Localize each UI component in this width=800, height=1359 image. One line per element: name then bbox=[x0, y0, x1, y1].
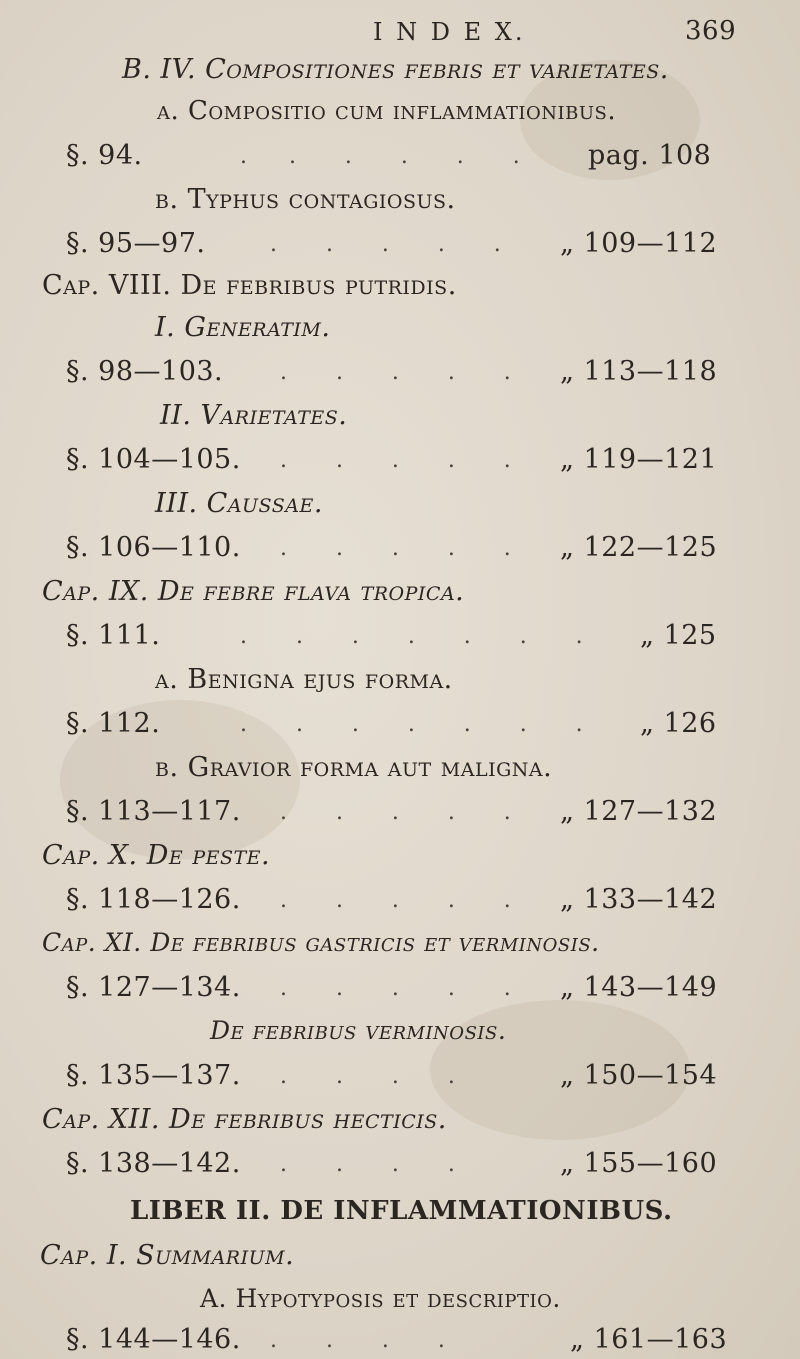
chapter-heading: Cap. IX. De febre flava tropica. bbox=[42, 576, 465, 607]
subheading-benigna: a. Benigna ejus forma. bbox=[155, 664, 453, 695]
entry-section: §. 98—103. bbox=[66, 356, 224, 387]
running-head: I N D E X. bbox=[373, 18, 526, 46]
entry-page-ref: „ 127—132 bbox=[560, 796, 718, 827]
subheading-hypotyposis: A. Hypotyposis et descriptio. bbox=[200, 1284, 561, 1313]
subheading-verminosis: De febribus verminosis. bbox=[210, 1016, 507, 1045]
subheading-varietates: II. Varietates. bbox=[160, 400, 348, 431]
subheading-gravior: b. Gravior forma aut maligna. bbox=[155, 752, 553, 783]
subheading-compositio: a. Compositio cum inflammationibus. bbox=[157, 96, 617, 126]
entry-section: §. 135—137. bbox=[66, 1060, 241, 1091]
entry-section: §. 113—117. bbox=[66, 796, 241, 827]
entry-page-ref: „ 122—125 bbox=[560, 532, 718, 563]
subheading-generatim: I. Generatim. bbox=[155, 312, 331, 343]
entry-section: §. 104—105. bbox=[66, 444, 241, 475]
chapter-heading: Cap. VIII. De febribus putridis. bbox=[42, 270, 457, 301]
heading-compositiones: B. IV. Compositiones febris et varietates. bbox=[122, 54, 669, 85]
entry-page-ref: pag. 108 bbox=[588, 140, 712, 171]
entry-page-ref: „ 155—160 bbox=[560, 1148, 718, 1179]
page-number: 369 bbox=[685, 16, 737, 46]
chapter-heading: Cap. I. Summarium. bbox=[40, 1240, 295, 1271]
entry-section: §. 111. bbox=[66, 620, 161, 651]
chapter-heading: Cap. X. De peste. bbox=[42, 840, 271, 871]
entry-page-ref: „ 161—163 bbox=[570, 1324, 728, 1355]
entry-section: §. 118—126. bbox=[66, 884, 241, 915]
entry-section: §. 127—134. bbox=[66, 972, 241, 1003]
entry-section: §. 95—97. bbox=[66, 228, 206, 259]
entry-page-ref: „ 125 bbox=[640, 620, 717, 651]
entry-page-ref: „ 113—118 bbox=[560, 356, 718, 387]
subheading-caussae: III. Caussae. bbox=[155, 488, 323, 519]
entry-section: §. 94. bbox=[66, 140, 143, 171]
book-page: I N D E X. 369 B. IV. Compositiones febris et varietates. a. Compositio cum inflammationibus. §. 94. . . . . . . pag. 108 b. Typhus contagiosus. §. 95—97. . . . . . „ 109—112 Cap. VIII. De febribus putridis. I. Generatim. §. 98—103. . . . . . „ 113—118 II. Varietates. §. 104—105. . . . . . „ 119—121 III. Caussae. §. 106—110. . . . . . „ 122—125 Cap. IX. De febre flava tropica. §. 111. . . . . . . . „ 125 a. Benigna ejus forma. §. 112. . . . . . . . „ 126 b. Gravior forma aut maligna. §. 113—117. . . . . . „ 127—132 Cap. X. De peste. §. 118—126. . . . . . „ 133—142 Cap. XI. De febribus gastricis et verminosis. §. 127—134. . . . . . „ 143—149 De febribus verminosis. §. 135—137. . . . . „ 150—154 Cap. XII. De febribus hecticis. §. 138—142. . . . . „ 155—160 LIBER II. DE INFLAMMATIONIBUS. Cap. I. Summarium. A. Hypotyposis et descriptio. §. 144—146. . . . . „ 161—163 bbox=[0, 0, 800, 1359]
chapter-heading: Cap. XI. De febribus gastricis et verminosis. bbox=[42, 928, 600, 957]
entry-page-ref: „ 133—142 bbox=[560, 884, 718, 915]
entry-page-ref: „ 109—112 bbox=[560, 228, 718, 259]
entry-page-ref: „ 119—121 bbox=[560, 444, 718, 475]
entry-section: §. 112. bbox=[66, 708, 161, 739]
entry-page-ref: „ 126 bbox=[640, 708, 717, 739]
book-heading: LIBER II. DE INFLAMMATIONIBUS. bbox=[130, 1196, 673, 1226]
entry-page-ref: „ 150—154 bbox=[560, 1060, 718, 1091]
entry-page-ref: „ 143—149 bbox=[560, 972, 718, 1003]
entry-section: §. 144—146. bbox=[66, 1324, 241, 1355]
chapter-heading: Cap. XII. De febribus hecticis. bbox=[42, 1104, 447, 1135]
subheading-typhus: b. Typhus contagiosus. bbox=[155, 184, 456, 215]
entry-section: §. 138—142. bbox=[66, 1148, 241, 1179]
entry-section: §. 106—110. bbox=[66, 532, 241, 563]
